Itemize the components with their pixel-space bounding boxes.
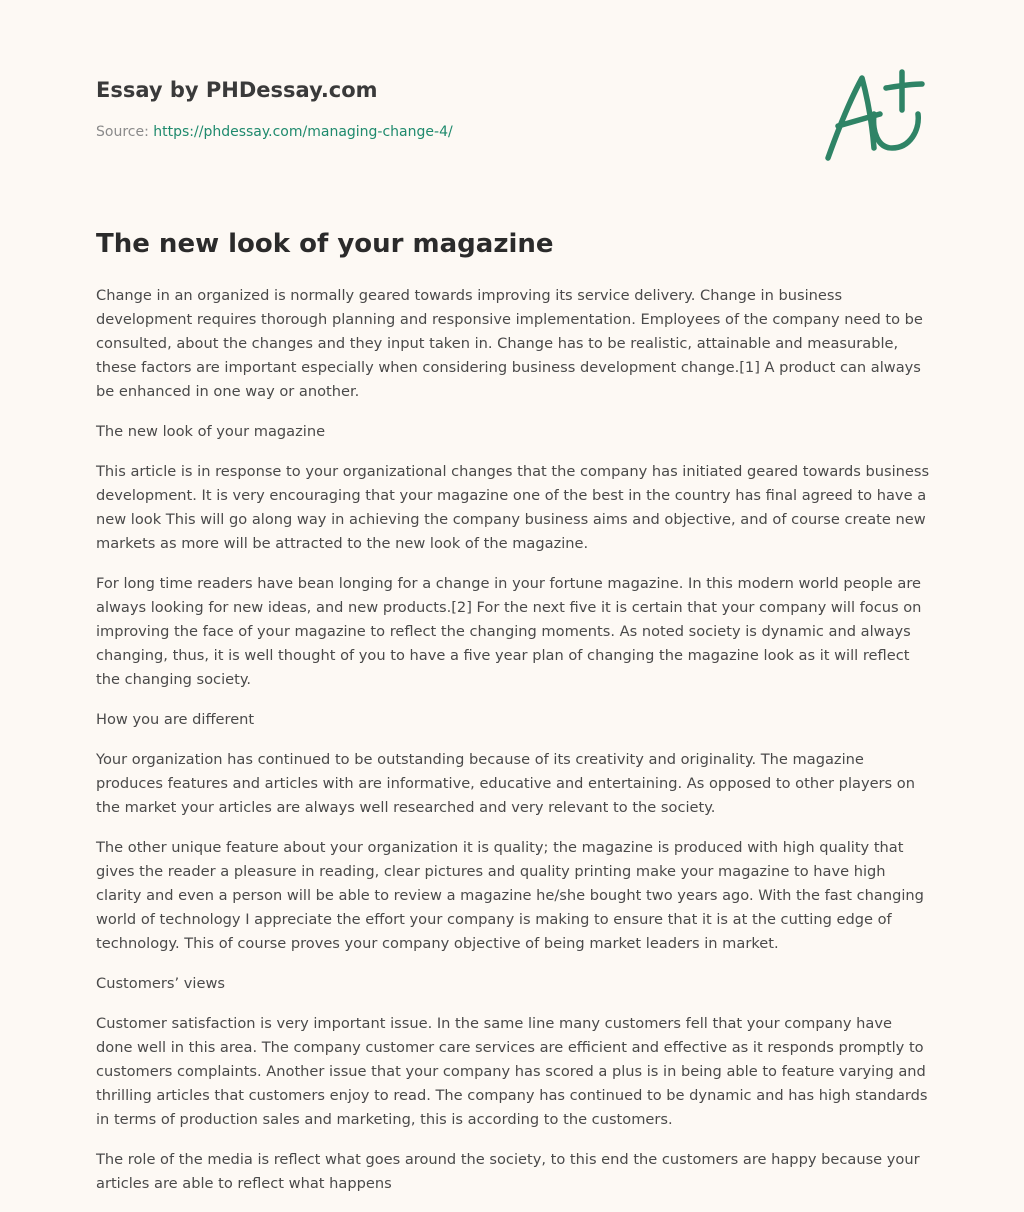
site-brand: Essay by PHDessay.com <box>96 78 378 102</box>
paragraph: For long time readers have bean longing for a change in your fortune magazine. In this modern world people are always looking for new ideas, and new products.[2] For the next five it is certain that your company will focus on improving the face of your magazine to reflect the changing moments. As noted society is dynamic and always changing, thus, it is well thought of you to have a five year plan of changing the magazine look as it will reflect the changing society. <box>96 575 922 688</box>
source-label: Source: <box>96 124 154 140</box>
section-heading: The new look of your magazine <box>96 423 326 440</box>
article <box>96 226 932 1212</box>
paragraph: This article is in response to your organizational changes that the company has initiated geared towards business development. It is very encouraging that your magazine one of the best in the country has final agreed to have a new look This will go along way in achieving the company business aims and objective, and of course create new markets as more will be attracted to the new look of the magazine. <box>96 463 930 552</box>
source-line <box>96 122 796 142</box>
a-plus-logo <box>822 66 926 164</box>
paragraph: The role of the media is reflect what goes around the society, to this end the customers are happy because your articles are able to reflect what happens <box>96 1151 920 1192</box>
source-link[interactable]: https://phdessay.com/managing-change-4/ <box>153 124 453 140</box>
page-header <box>96 76 796 142</box>
paragraph: Your organization has continued to be outstanding because of its creativity and originality. The magazine produces features and articles with are informative, educative and entertaining. As opposed to other players on the market your articles are always well researched and very relevant to the society. <box>96 751 915 816</box>
article-title: The new look of your magazine <box>96 229 554 259</box>
paragraph: Customer satisfaction is very important issue. In the same line many customers fell that your company have done well in this area. The company customer care services are efficient and effective as it responds promptly to customers complaints. Another issue that your company has scored a plus is in being able to feature varying and thrilling articles that customers enjoy to read. The company has continued to be dynamic and has high standards in terms of production sales and marketing, this is according to the customers. <box>96 1015 928 1128</box>
section-heading: Customers’ views <box>96 975 225 992</box>
paragraph: Change in an organized is normally geared towards improving its service delivery. Change in business development requires thorough planning and responsive implementation. Employees of the company need to be consulted, about the changes and they input taken in. Change has to be realistic, attainable and measurable, these factors are important especially when considering business development change.[1] A product can always be enhanced in one way or another. <box>96 287 923 400</box>
paragraph: The other unique feature about your organization it is quality; the magazine is produced with high quality that gives the reader a pleasure in reading, clear pictures and quality printing make your magazine to have high clarity and even a person will be able to review a magazine he/she bought two years ago. With the fast changing world of technology I appreciate the effort your company is making to ensure that it is at the cutting edge of technology. This of course proves your company objective of being market leaders in market. <box>96 839 924 952</box>
section-heading: How you are different <box>96 711 255 728</box>
